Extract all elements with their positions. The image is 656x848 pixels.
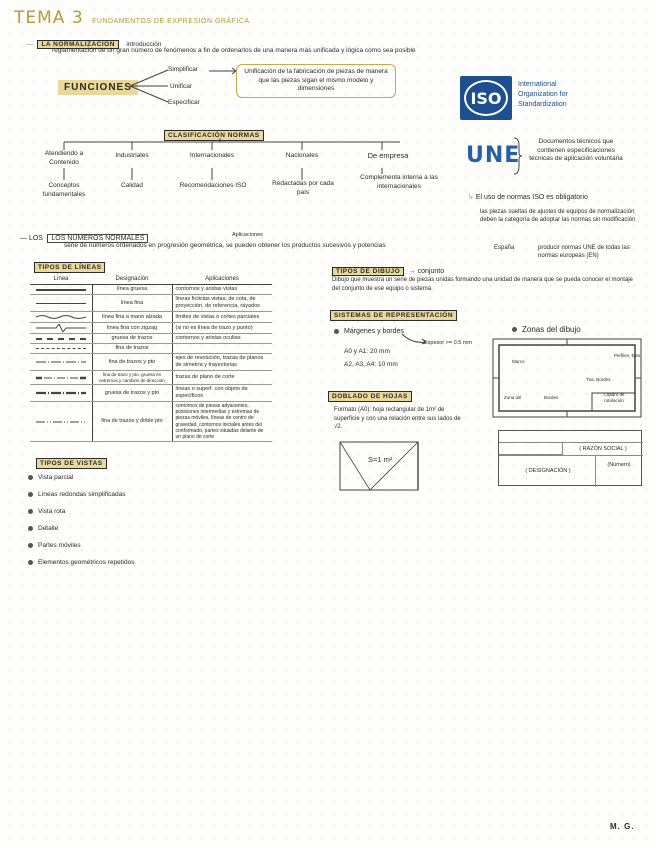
line-sample-dashed-thin [36,348,86,349]
line-sample-freehand [36,313,86,321]
line-name: fina de trazos y pto [92,354,172,371]
line-sample-thick [36,289,86,291]
iso-obligatorio-text: El uso de normas ISO es obligatorio [475,194,588,201]
line-app: trazas de plano de corte [172,371,272,385]
clasif-bottom-2: Recomendaciones ISO [179,182,247,189]
list-item: Partes móviles [28,542,134,559]
list-item: Vista parcial [28,474,134,491]
funciones-item-1: Unificar [170,83,193,90]
list-item: Elementos geométricos repetidos [28,559,134,576]
sistemas-line2: A2, A3, A4: 10 mm [344,361,398,368]
doblado-diagram [330,438,430,494]
table-row [30,312,272,323]
rotulo-numero: (Número) [607,462,631,468]
line-app: límites de vistas o cortes parciales [172,312,272,323]
line-app: líneas o superf. con objeto de específicos [172,385,272,402]
table-row [30,371,272,385]
tipos-dibujo-text: Dibujo que muestra un serie de piezas unidas formando una unidad de manera que se pueda conocer el montaje del conjunto de ese equipo o sistema. [332,277,633,292]
doblado-label: DOBLADO DE HOJAS [328,391,412,402]
clasif-top-1: Industriales [115,152,149,159]
clasif-bottom-1: Calidad [120,182,144,189]
numeros-note: Aplicaciones [232,232,263,238]
clasif-top-4: De empresa [367,151,409,160]
page-subtitle: FUNDAMENTOS DE EXPRESIÓN GRÁFICA [92,18,250,25]
zonas-part-2: Perfiles, Ejes [614,353,641,358]
line-name: línea fina con zigzag [92,323,172,334]
line-sample-dashdot [36,359,86,365]
line-name: fina de trazo y pto. gruesa en extremos y cambios de dirección [92,371,172,385]
table-row [30,295,272,312]
sistemas-espesor: Espesor >= 0.5 mm [424,340,472,346]
clasif-bottom-4: Complementa interna a las internacionales [360,174,438,190]
line-name: línea fina a mano alzada [92,312,172,323]
line-app: contornos de piezas adyacentes, posiciones intermedias y extremas de piezas móviles, líneas de centro de gravedad, contornos iniciales antes del conformado, partes situadas delante de un plano de corte [172,402,272,442]
list-item: Vista rota [28,508,134,525]
line-sample-dashdot-thick [36,390,86,396]
normalizacion-label: LA NORMALIZACIÓN [37,40,118,49]
funciones-box: Unificación de la fabricación de piezas de manera que las piezas sigan el mismo modelo y dimensiones [236,64,396,98]
zonas-part-6: Cuadro de rotulación [603,392,625,403]
table-row [30,354,272,371]
tipos-vistas-label: TIPOS DE VISTAS [36,458,107,469]
tipos-vistas-list [28,474,134,576]
list-item: Detalle [28,525,134,542]
col-designacion: Designación [92,275,172,285]
line-app: contornos y aristas vistas [172,285,272,295]
iso-logo [460,76,512,120]
line-name: línea gruesa [92,285,172,295]
funciones-item-0: Simplificar [168,66,198,73]
line-name: gruesa de trazos [92,334,172,344]
iso-logo-text: ISO [470,89,502,108]
clasif-top-0: Atendiendo a Contenido [44,150,84,166]
tipos-lineas-header-row [30,275,272,285]
line-name: gruesa de trazos y pto [92,385,172,402]
line-app: contornos y aristas ocultas [172,334,272,344]
clasif-bottom-0: Conceptos fundamentales [42,182,86,198]
zonas-part-3: Zona útil [504,395,522,400]
footer-initials: M. G. [610,822,635,831]
iso-name: International Organization for Standardization [518,81,568,108]
doblado-text: Formato (A0): hoja rectangular de 1m² de superficie y con una relación entre sus lados de √2. [334,407,461,430]
line-sample-dashdotdot [36,419,86,425]
table-row [30,385,272,402]
une-logo: UNE [466,143,521,168]
line-app: ejes de revolución, trazas de planos de simetría y trayectorias [172,354,272,371]
normalizacion-heading: — LA NORMALIZACIÓN introducción [26,41,162,48]
rotulo-razon-social: ( RAZÓN SOCIAL ) [579,446,627,452]
sistemas-item: Márgenes y bordes [334,327,404,336]
numeros-label: LOS NÚMEROS NORMALES [47,234,148,243]
normalizacion-text: reglamentación de un gran número de fenómenos a fin de ordenarlos de una manera más unificada y lógica como sea posible [52,47,416,54]
doblado-area-label: S=1 m² [368,455,393,464]
funciones-label: FUNCIONES [58,80,138,95]
table-row [30,334,272,344]
line-sample-thin [36,303,86,304]
clasif-bottom-3: Redactadas por cada país [272,180,334,196]
zonas-heading [512,325,581,334]
line-sample-dashed-thick [36,338,86,340]
line-name: línea fina [92,295,172,312]
numeros-text: serie de números ordenados en progresión geométrica, se pueden obtener los productos sucesivos y potencias [64,242,386,249]
sistemas-line1: A0 y A1: 20 mm [344,348,390,355]
line-app: líneas ficticias vistas, de cota, de proyección, de referencia, rayados [172,295,272,312]
line-app [172,344,272,354]
numeros-heading: — LOS LOS NÚMEROS NORMALES [20,227,148,245]
rotulo-designacion: ( DESIGNACIÓN ) [525,468,571,474]
table-row [30,323,272,334]
normalizacion-note: introducción [126,41,162,48]
line-app: (si no es línea de trazo y punto) [172,323,272,334]
iso-obligatorio-sub2a: España [494,245,515,251]
table-row [30,344,272,354]
col-linea: Línea [30,275,92,285]
clasif-top-3: Nacionales [285,152,319,159]
clasif-top-2: Internacionales [189,152,235,159]
header [14,8,250,28]
col-aplicaciones: Aplicaciones [172,275,272,285]
tipos-lineas-table [30,275,272,442]
tipos-dibujo-heading: TIPOS DE DIBUJO → conjunto [332,260,444,278]
line-name: fina de trazos [92,344,172,354]
tipos-dibujo-label: TIPOS DE DIBUJO [332,267,404,276]
clasificacion-label: CLASIFICACIÓN NORMAS [164,130,264,141]
rotulo-block [498,430,642,486]
zonas-label: Zonas del dibujo [522,325,581,334]
zonas-part-0: Marco [512,359,525,364]
tipos-dibujo-arrow-text: conjunto [417,268,445,275]
tipos-lineas-label: TIPOS DE LÍNEAS [34,262,105,273]
line-sample-dashdot-mixed [36,375,86,381]
funciones-item-2: Especificar [168,99,200,106]
iso-obligatorio-sub2b: producir normas UNE de todas las normas europeas (EN) [538,245,630,259]
list-item: Líneas redondas simplificadas [28,491,134,508]
iso-obligatorio: ↳ El uso de normas ISO es obligatorio [468,194,588,201]
table-row [30,402,272,442]
table-row [30,285,272,295]
une-brace [512,136,524,176]
zonas-diagram [492,338,642,418]
page-title: TEMA 3 [14,8,84,28]
line-name: fina de trazos y doble pto [92,402,172,442]
sistemas-label: SISTEMAS DE REPRESENTACIÓN [330,310,457,321]
une-desc: Documentos técnicos que contienen especificaciones técnicas de aplicación voluntaria [529,138,623,162]
zonas-part-5: Bordes [544,395,559,400]
zonas-part-4: Tira, Bordes [586,377,611,382]
line-sample-zigzag [36,324,86,332]
iso-obligatorio-sub1: las piezas sueltas de ajustes de equipos de normalización deben la categoría de adoptar las normas sin modificación [480,209,636,223]
